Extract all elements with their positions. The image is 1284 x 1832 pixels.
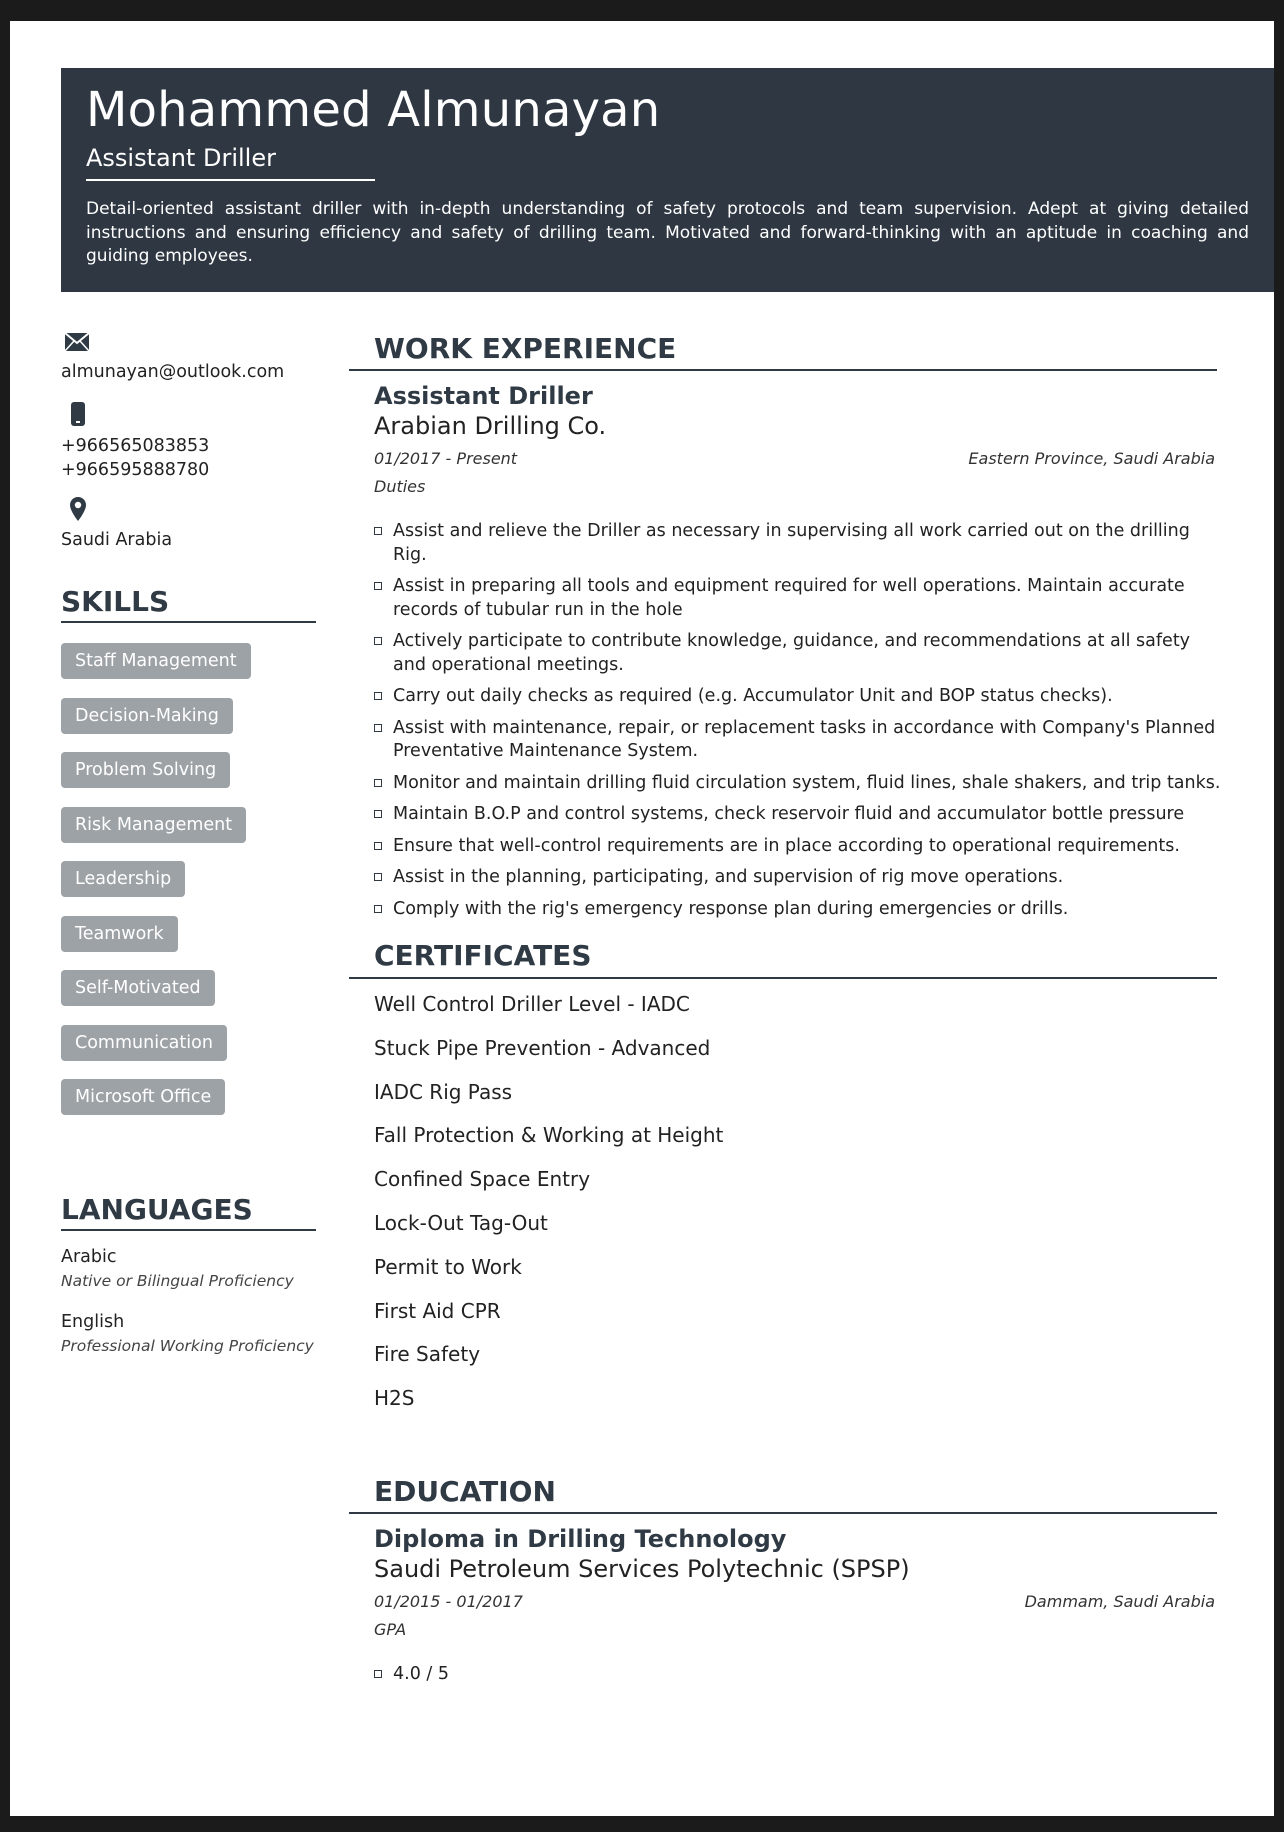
certificate-item: IADC Rig Pass [374,1079,513,1104]
degree-title: Diploma in Drilling Technology [374,1525,787,1553]
certificate-item: Lock-Out Tag-Out [374,1210,548,1235]
duty-item [374,803,1224,827]
duties-list [374,520,1224,929]
job-dates: 01/2017 - Present [374,449,518,468]
education-heading [349,1475,1217,1509]
location-pin-icon [69,496,87,522]
school-name: Saudi Petroleum Services Polytechnic (SPSP) [374,1555,910,1583]
job-role: Assistant Driller [374,382,593,410]
language-level: Professional Working Proficiency [61,1337,314,1355]
duty-item [374,717,1224,764]
resume-page [10,21,1274,1816]
duty-item [374,630,1224,677]
duty-text: Comply with the rig's emergency response plan during emergencies or drills. [393,898,1069,919]
email-address[interactable]: almunayan@outlook.com [61,362,285,382]
candidate-title: Assistant Driller [86,144,276,172]
bullet-icon [374,905,382,913]
phone-icon [70,401,86,427]
email-icon [64,332,90,352]
work-experience-heading-label: WORK EXPERIENCE [374,332,677,365]
location-text: Saudi Arabia [61,530,173,550]
gpa-item [374,1663,1224,1687]
duty-text: Assist with maintenance, repair, or replacement tasks in accordance with Company's Planned Preventative Maintenance System. [393,717,1216,761]
skill-tag: Teamwork [61,916,178,952]
gpa-label: GPA [374,1620,407,1639]
duty-text: Assist and relieve the Driller as necessary in supervising all work carried out on the drilling Rig. [393,521,1190,565]
duty-text: Maintain B.O.P and control systems, check reservoir fluid and accumulator bottle pressure [393,804,1185,824]
duty-text: Carry out daily checks as required (e.g. Accumulator Unit and BOP status checks). [393,686,1113,706]
job-location: Eastern Province, Saudi Arabia [968,449,1215,468]
duty-item [374,520,1224,567]
duty-text: Actively participate to contribute knowledge, guidance, and recommendations at all safety and operational meetings. [393,631,1191,675]
bullet-icon [374,779,382,787]
duty-item [374,835,1224,859]
certificate-item: H2S [374,1386,415,1411]
skill-tag: Self-Motivated [61,970,215,1006]
education-location: Dammam, Saudi Arabia [1024,1592,1215,1611]
duty-item [374,772,1224,796]
bullet-icon [374,810,382,818]
duty-item [374,575,1224,622]
certificates-heading [349,939,1217,973]
certificates-list [374,991,723,1429]
language-level: Native or Bilingual Proficiency [61,1272,294,1290]
education-heading-label: EDUCATION [374,1475,556,1508]
duty-item [374,898,1224,922]
certificate-item: First Aid CPR [374,1298,501,1323]
certificate-item: Stuck Pipe Prevention - Advanced [374,1035,711,1060]
bullet-icon [374,1670,382,1678]
bullet-icon [374,692,382,700]
duties-label: Duties [374,477,426,496]
duty-text: Monitor and maintain drilling fluid circulation system, fluid lines, shale shakers, and trip tanks. [393,772,1221,793]
candidate-name: Mohammed Almunayan [86,82,661,138]
duty-text: Ensure that well-control requirements are in place according to operational requirements. [393,835,1180,856]
education-rule [349,1512,1217,1514]
work-experience-heading [349,332,1217,366]
duty-text: Assist in preparing all tools and equipment required for well operations. Maintain accurate records of tubular run in the hole [393,576,1185,620]
bullet-icon [374,842,382,850]
language-name: English [61,1312,125,1332]
bullet-icon [374,527,382,535]
skills-heading: SKILLS [61,585,316,623]
duty-text: Assist in the planning, participating, and supervision of rig move operations. [393,867,1064,887]
work-experience-rule [349,369,1217,371]
education-dates: 01/2015 - 01/2017 [374,1592,523,1611]
certificates-heading-label: CERTIFICATES [374,939,592,972]
title-underline [86,179,375,181]
certificates-rule [349,977,1217,979]
language-name: Arabic [61,1247,117,1267]
skill-tag: Communication [61,1025,227,1061]
languages-heading: LANGUAGES [61,1193,316,1231]
certificate-item: Well Control Driller Level - IADC [374,992,690,1016]
certificate-item: Fall Protection & Working at Height [374,1123,724,1148]
certificate-item: Confined Space Entry [374,1167,591,1192]
resume-header [61,68,1274,292]
gpa-list [374,1663,1224,1695]
company-name: Arabian Drilling Co. [374,412,607,440]
certificate-item: Permit to Work [374,1254,522,1279]
duty-item [374,685,1224,709]
profile-summary: Detail-oriented assistant driller with in-depth understanding of safety protocols and team supervision. Adept at giving detailed instructions and ensuring efficiency and safety of drilling team. Motivated and forward-thinking with an aptitude in coaching and guiding employees. [86,199,1249,266]
phone-number-2[interactable]: +966595888780 [61,460,210,480]
skill-tag: Risk Management [61,807,246,843]
bullet-icon [374,582,382,590]
certificate-item: Fire Safety [374,1342,481,1367]
skill-tag: Problem Solving [61,752,230,788]
skill-tag: Decision-Making [61,698,233,734]
skill-tag: Leadership [61,861,185,897]
skill-tag: Microsoft Office [61,1079,225,1115]
bullet-icon [374,637,382,645]
duty-item [374,866,1224,890]
phone-number-1[interactable]: +966565083853 [61,436,210,456]
gpa-value: 4.0 / 5 [393,1664,449,1684]
bullet-icon [374,724,382,732]
bullet-icon [374,873,382,881]
skill-tag: Staff Management [61,643,251,679]
